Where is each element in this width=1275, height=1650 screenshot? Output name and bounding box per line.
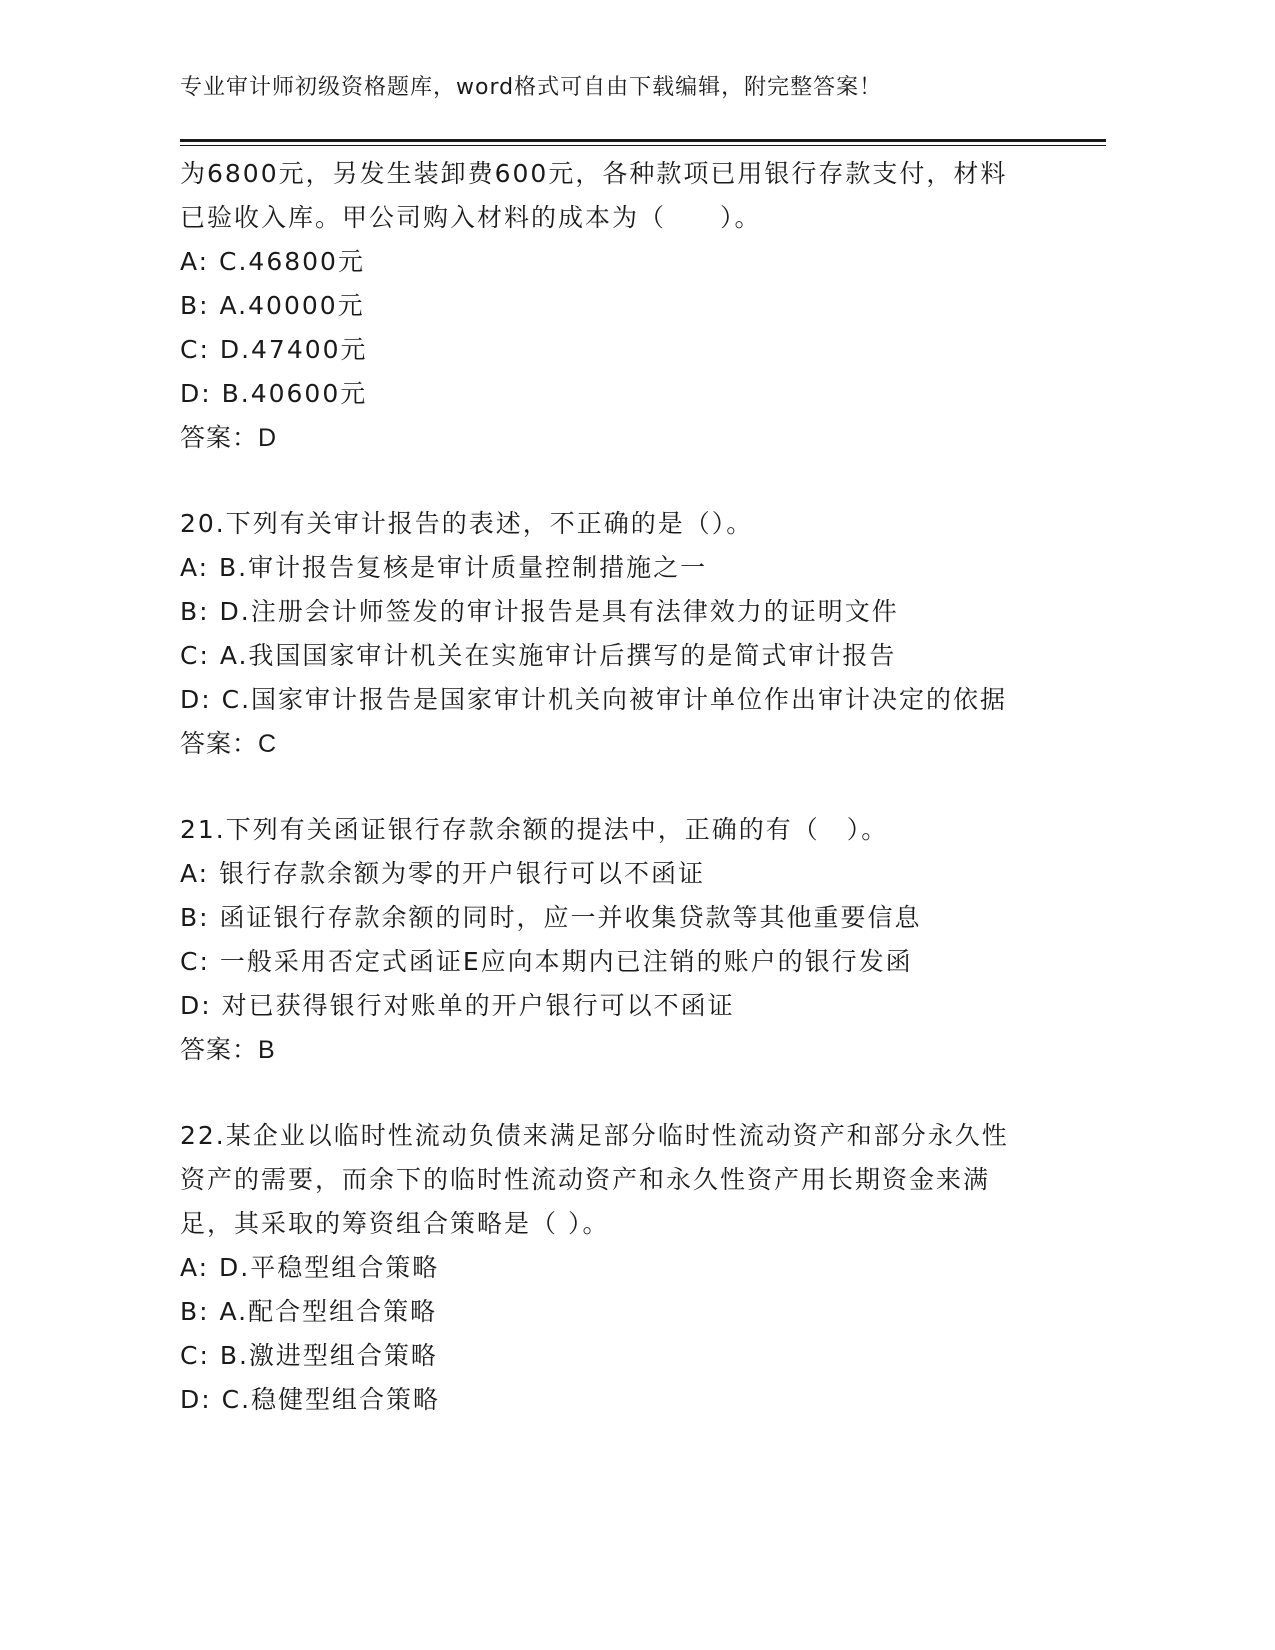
- question-stem-line: 足，其采取的筹资组合策略是（ ）。: [180, 1209, 610, 1238]
- option-d: D: C.国家审计报告是国家审计机关向被审计单位作出审计决定的依据: [180, 685, 1008, 714]
- question-item: [180, 152, 1100, 460]
- question-stem-line: 22.某企业以临时性流动负债来满足部分临时性流动资产和部分永久性: [180, 1121, 1009, 1150]
- option-a: A: B.审计报告复核是审计质量控制措施之一: [180, 553, 708, 582]
- question-stem-line: 资产的需要，而余下的临时性流动资产和永久性资产用长期资金来满: [180, 1165, 991, 1194]
- spacer: [180, 460, 1100, 502]
- option-c: C: 一般采用否定式函证E应向本期内已注销的账户的银行发函: [180, 947, 913, 976]
- spacer: [180, 1072, 1100, 1114]
- question-item: [180, 502, 1100, 766]
- spacer: [180, 766, 1100, 808]
- question-stem-line: 20.下列有关审计报告的表述，不正确的是（）。: [180, 509, 754, 538]
- answer-line: 答案：C: [180, 730, 278, 758]
- question-item: [180, 1114, 1100, 1422]
- header-rule-thin: [180, 145, 1106, 146]
- option-d: D: C.稳健型组合策略: [180, 1385, 441, 1414]
- option-a: A: D.平稳型组合策略: [180, 1253, 440, 1282]
- option-a: A: 银行存款余额为零的开户银行可以不函证: [180, 859, 706, 888]
- question-stem-line: 已验收入库。甲公司购入材料的成本为（ ）。: [180, 203, 762, 232]
- option-b: B: A.配合型组合策略: [180, 1297, 438, 1326]
- option-a: A: C.46800元: [180, 247, 365, 276]
- question-stem-line: 为6800元，另发生装卸费600元，各种款项已用银行存款支付，材料: [180, 159, 1008, 188]
- option-d: D: B.40600元: [180, 379, 368, 408]
- page-header: 专业审计师初级资格题库，word格式可自由下载编辑，附完整答案！: [180, 75, 883, 100]
- option-b: B: D.注册会计师签发的审计报告是具有法律效力的证明文件: [180, 597, 899, 626]
- question-stem-line: 21.下列有关函证银行存款余额的提法中，正确的有（ ）。: [180, 815, 889, 844]
- option-d: D: 对已获得银行对账单的开户银行可以不函证: [180, 991, 735, 1020]
- option-c: C: B.激进型组合策略: [180, 1341, 438, 1370]
- question-list: [180, 152, 1100, 1422]
- answer-line: 答案：D: [180, 424, 278, 452]
- answer-line: 答案：B: [180, 1036, 276, 1064]
- header-rule-thick: [180, 139, 1106, 142]
- option-b: B: 函证银行存款余额的同时，应一并收集贷款等其他重要信息: [180, 903, 922, 932]
- option-c: C: D.47400元: [180, 335, 368, 364]
- option-c: C: A.我国国家审计机关在实施审计后撰写的是简式审计报告: [180, 641, 897, 670]
- option-b: B: A.40000元: [180, 291, 365, 320]
- question-item: [180, 808, 1100, 1072]
